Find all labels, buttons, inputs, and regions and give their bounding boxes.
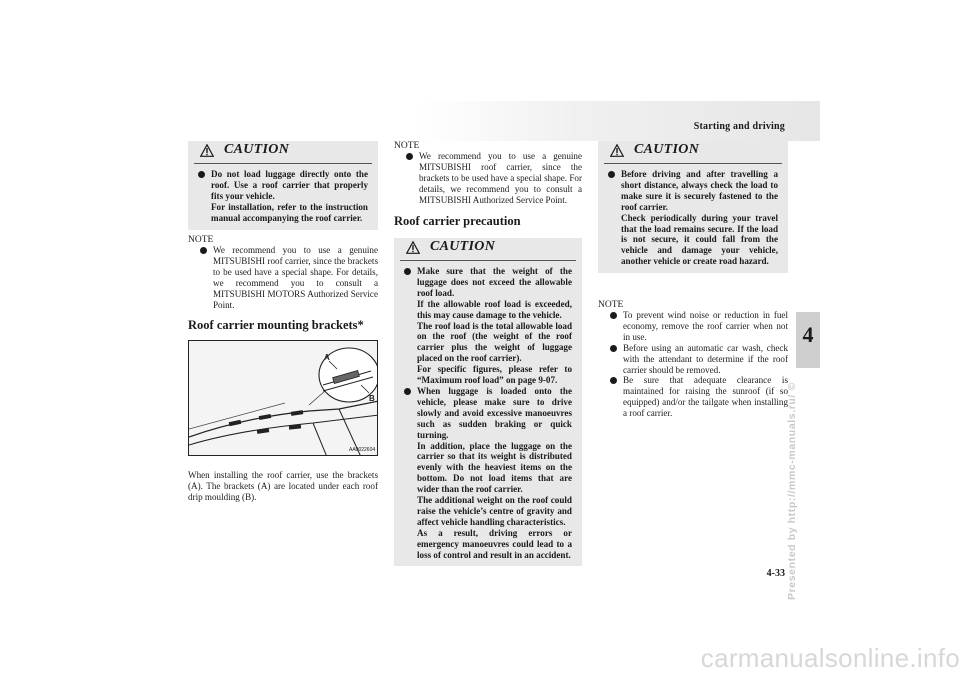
note-item — [598, 343, 788, 376]
note-block-2 — [394, 141, 582, 206]
warning-triangle-icon — [200, 144, 214, 157]
caution-item — [608, 169, 778, 267]
caution-body — [188, 164, 378, 230]
caution-item-continuation: In addition, place the luggage on the carrier so that its weight is distributed evenly with the heaviest items on the bottom. Do not load items that are wider than the roof carrier. — [417, 440, 572, 495]
caution-body — [598, 164, 788, 273]
note-item-text: We recommend you to use a genuine MITSUBISHI roof carrier, since the brackets to be used have a special shape. For details, we recommend you to consult a MITSUBISHI MOTORS Authorized Service Point. — [213, 245, 378, 310]
roof-bracket-illustration — [188, 340, 378, 456]
bullet-icon — [406, 153, 413, 160]
caution-box-3 — [598, 141, 788, 273]
warning-triangle-icon — [406, 241, 420, 254]
note-item — [598, 375, 788, 419]
note-block-1 — [188, 235, 378, 310]
warning-triangle-icon — [610, 144, 624, 157]
caution-item — [404, 266, 572, 386]
roof-bracket-drawing — [189, 341, 378, 456]
caution-item-continuation: As a result, driving errors or emergency manoeuvres could lead to a loss of control and result in an accident. — [417, 527, 572, 560]
caution-item-continuation: If the allowable roof load is exceeded, this may cause damage to the vehicle. — [417, 298, 572, 320]
bullet-icon — [198, 171, 205, 178]
caution-item-continuation: Check periodically during your travel that the load remains secure. If the load is not secure, it could fall from the vehicle and damage your vehicle, another vehicle or create road hazard. — [621, 212, 778, 267]
site-watermark: carmanualsonline.info — [700, 643, 960, 673]
note-item — [394, 151, 582, 206]
note-label: NOTE — [598, 300, 624, 310]
note-item-text: To prevent wind noise or reduction in fuel economy, remove the roof carrier when not in use. — [623, 310, 788, 342]
caution-body — [394, 261, 582, 566]
illustration-code: AA0022604 — [349, 447, 376, 453]
label-b: B — [369, 394, 375, 403]
vertical-watermark-text: Presented by http://mmc-manuals.ru/ © — [786, 382, 798, 600]
caution-title: CAUTION — [634, 142, 700, 157]
caution-header — [194, 141, 372, 164]
caution-title: CAUTION — [224, 142, 290, 157]
caution-item-continuation: The roof load is the total allowable load on the roof (the weight of the roof carrier plus the weight of luggage placed on the roof carrier). — [417, 320, 572, 364]
caution-title: CAUTION — [430, 239, 496, 254]
caution-item — [198, 169, 368, 224]
bullet-icon — [404, 268, 411, 275]
caution-item-continuation: For installation, refer to the instruction manual accompanying the roof carrier. — [211, 201, 368, 223]
caution-item-text: Before driving and after travelling a short distance, always check the load to make sure it is securely fastened to the roof carrier. — [621, 169, 778, 212]
caution-header — [604, 141, 782, 164]
bullet-icon — [200, 247, 207, 254]
caution-item-text: Do not load luggage directly onto the roof. Use a roof carrier that properly fits your vehicle. — [211, 169, 368, 201]
note-item — [598, 310, 788, 343]
note-label: NOTE — [394, 141, 420, 151]
bullet-icon — [608, 171, 615, 178]
mounting-brackets-paragraph: When installing the roof carrier, use the brackets (A). The brackets (A) are located under each roof drip moulding (B). — [188, 470, 378, 502]
caution-item-text: When luggage is loaded onto the vehicle, please make sure to drive slowly and avoid excessive manoeuvres such as sudden braking or quick turning. — [417, 385, 572, 440]
label-a: A — [324, 353, 330, 362]
bullet-icon — [610, 345, 617, 352]
vertical-watermark — [786, 330, 802, 600]
note-item-text: We recommend you to use a genuine MITSUBISHI roof carrier, since the brackets to be used have a special shape. For details, we recommend you to consult a MITSUBISHI Authorized Service Point. — [419, 151, 582, 205]
caution-item-text: Make sure that the weight of the luggage does not exceed the allowable roof load. — [417, 266, 572, 298]
caution-box-1 — [188, 141, 378, 230]
page-header-title: Starting and driving — [693, 121, 785, 132]
note-item — [188, 245, 378, 310]
section-heading-carrier-precaution: Roof carrier precaution — [394, 214, 521, 228]
chapter-number: 4 — [802, 322, 814, 347]
note-item-text: Be sure that adequate clearance is maintained for raising the sunroof (if so equipped) and/or the tailgate when installing a roof carrier. — [623, 375, 788, 419]
bullet-icon — [610, 312, 617, 319]
caution-box-2 — [394, 238, 582, 566]
note-label: NOTE — [188, 235, 214, 245]
page-number: 4-33 — [766, 568, 785, 579]
caution-item — [404, 386, 572, 561]
caution-header — [400, 238, 576, 261]
caution-item-continuation: The additional weight on the roof could raise the vehicle’s centre of gravity and affect vehicle handling characteristics. — [417, 495, 572, 527]
note-block-3 — [598, 300, 788, 419]
bullet-icon — [404, 388, 411, 395]
bullet-icon — [610, 377, 617, 384]
section-heading-mounting-brackets: Roof carrier mounting brackets* — [188, 318, 364, 332]
note-item-text: Before using an automatic car wash, check with the attendant to determine if the roof carrier should be removed. — [623, 342, 788, 375]
caution-item-continuation: For specific figures, please refer to “Maximum roof load” on page 9-07. — [417, 364, 572, 386]
